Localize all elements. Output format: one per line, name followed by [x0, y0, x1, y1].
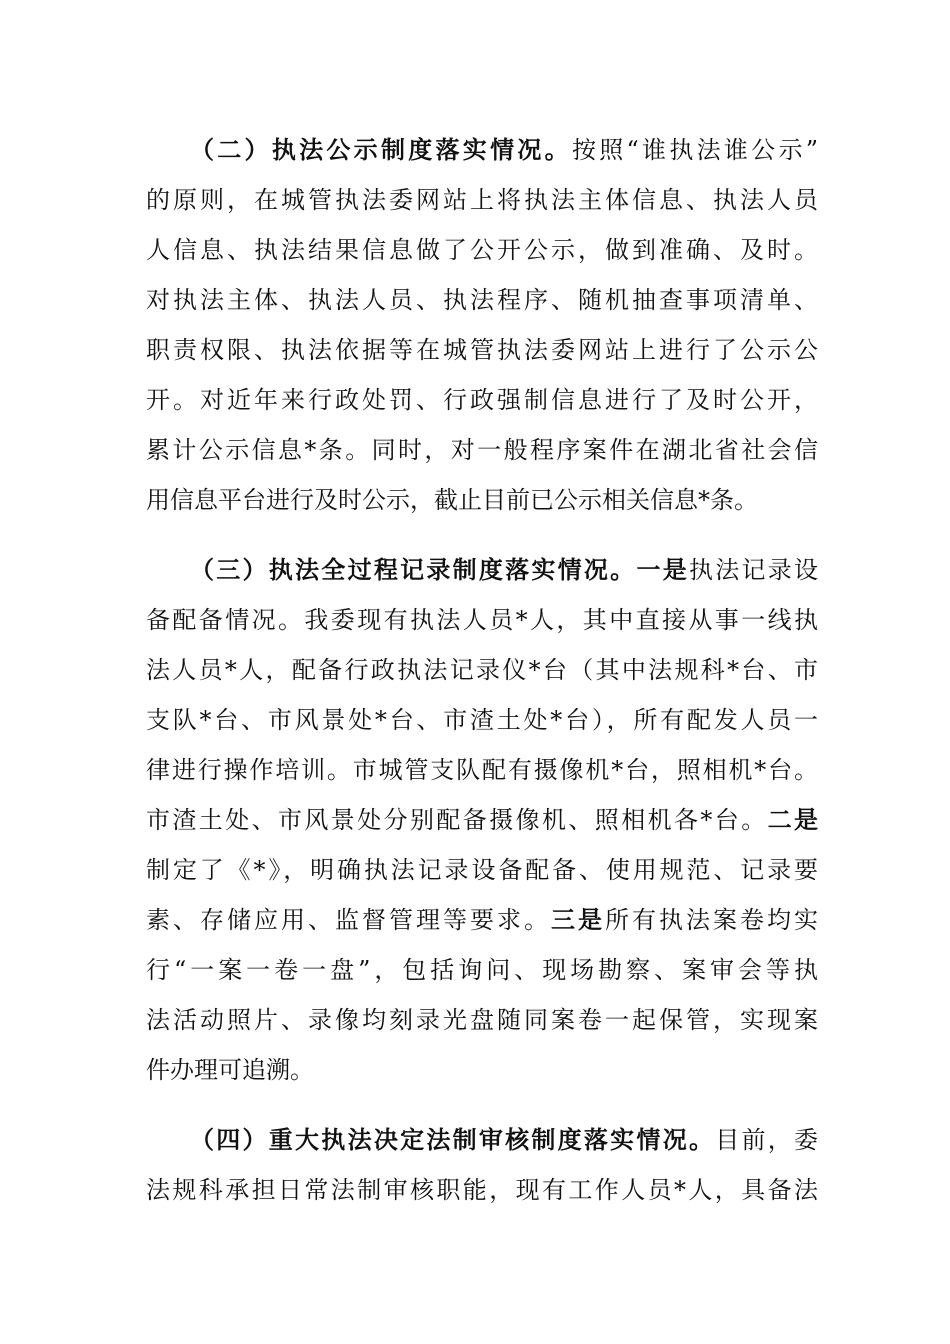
text-line: 法人员*人，配备行政执法记录仪*台（其中法规科*台、市 — [146, 656, 818, 684]
text-line: 人信息、执法结果信息做了公开公示，做到准确、及时。 — [146, 236, 818, 264]
text-line: 支队*台、市风景处*台、市渣土处*台），所有配发人员一 — [146, 706, 818, 734]
text-line: 市渣土处、市风景处分别配备摄像机、照相机各*台。二是 — [146, 805, 819, 834]
section-legal-review — [146, 1115, 818, 1215]
text-line: 素、存储应用、监督管理等要求。三是所有执法案卷均实 — [146, 905, 818, 934]
text-line: （三）执法全过程记录制度落实情况。一是执法记录设 — [190, 555, 819, 584]
text-line: 对执法主体、执法人员、执法程序、随机抽查事项清单、 — [146, 286, 818, 314]
text-line: 职责权限、执法依据等在城管执法委网站上进行了公示公 — [146, 336, 818, 364]
text-line: 件办理可追溯。 — [146, 1056, 314, 1084]
text-line: 的原则，在城管执法委网站上将执法主体信息、执法人员 — [146, 186, 818, 214]
text-line: 法规科承担日常法制审核职能，现有工作人员*人，具备法 — [146, 1176, 818, 1204]
section-heading: （四）重大执法决定法制审核制度落实情况。 — [190, 1125, 716, 1154]
section-recording — [146, 545, 818, 1095]
section-heading: （二）执法公示制度落实情况。 — [190, 135, 572, 164]
text-line: 行“一案一卷一盘”，包括询问、现场勘察、案审会等执 — [146, 956, 818, 984]
text-line: 用信息平台进行及时公示，截止目前已公示相关信息*条。 — [146, 486, 758, 514]
text-line: （二）执法公示制度落实情况。按照“谁执法谁公示” — [190, 135, 819, 164]
text-line: 法活动照片、录像均刻录光盘随同案卷一起保管，实现案 — [146, 1006, 818, 1034]
text-line: 累计公示信息*条。同时，对一般程序案件在湖北省社会信 — [146, 436, 818, 464]
section-heading: （三）执法全过程记录制度落实情况。 — [190, 555, 637, 584]
document-body — [146, 125, 818, 1215]
text-line: 律进行操作培训。市城管支队配有摄像机*台，照相机*台。 — [146, 756, 818, 784]
text-line: 备配备情况。我委现有执法人员*人，其中直接从事一线执 — [146, 606, 818, 634]
text-line: （四）重大执法决定法制审核制度落实情况。目前，委 — [190, 1125, 819, 1154]
text-line: 开。对近年来行政处罚、行政强制信息进行了及时公开， — [146, 386, 818, 414]
text-line: 制定了《*》，明确执法记录设备配备、使用规范、记录要 — [146, 856, 818, 884]
section-disclosure — [146, 125, 818, 525]
